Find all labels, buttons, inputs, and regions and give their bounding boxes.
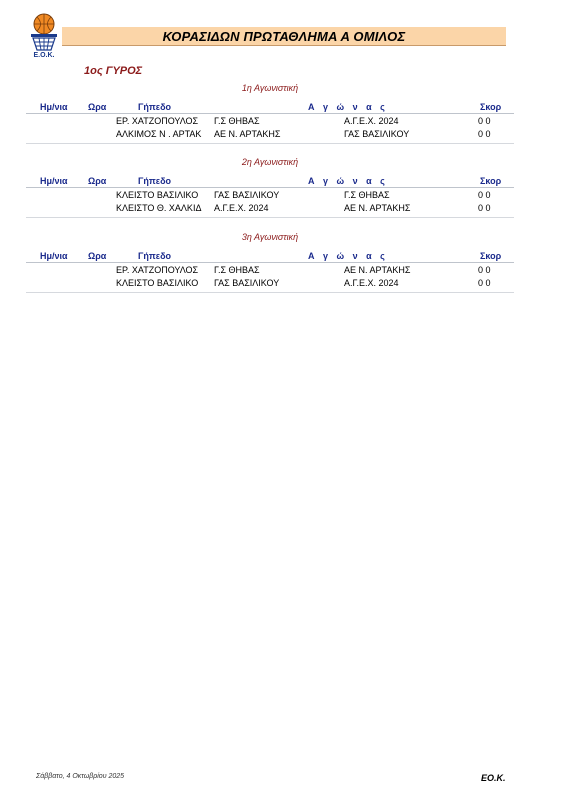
table-row [26,265,514,278]
home-team-cell: ΓΑΣ ΒΑΣΙΛΙΚΟΥ [214,278,280,288]
column-header-time: Ωρα [88,176,107,186]
column-header-score: Σκορ [480,102,502,112]
column-header-match: Α γ ώ ν α ς [308,251,388,261]
footer-date: Σάββατο, 4 Οκτωβρίου 2025 [36,773,125,780]
row-divider [26,292,514,293]
table-row [26,203,514,216]
gameday-title: 2η Αγωνιστική [241,157,299,167]
venue-cell: ΕΡ. ΧΑΤΖΟΠΟΥΛΟΣ [116,116,199,126]
score-cell: 0 0 [478,129,491,139]
gameday-title: 1η Αγωνιστική [241,83,299,93]
away-team-cell: Α.Γ.Ε.Χ. 2024 [344,278,399,288]
row-divider [26,143,514,144]
column-header-venue: Γήπεδο [138,251,172,261]
column-header-date: Ημ/νια [40,251,68,261]
row-divider [26,217,514,218]
venue-cell: ΕΡ. ΧΑΤΖΟΠΟΥΛΟΣ [116,265,199,275]
column-header-venue: Γήπεδο [138,176,172,186]
logo-label: Ε.Ο.Κ. [33,52,55,59]
table-header [26,176,514,188]
away-team-cell: ΑΕ Ν. ΑΡΤΑΚΗΣ [344,265,411,275]
home-team-cell: Α.Γ.Ε.Χ. 2024 [214,203,269,213]
footer-organization: ΕΟ.Κ. [481,773,506,783]
column-header-date: Ημ/νια [40,176,68,186]
eok-logo [26,12,62,62]
column-header-match: Α γ ώ ν α ς [308,176,388,186]
away-team-cell: ΓΑΣ ΒΑΣΙΛΙΚΟΥ [344,129,410,139]
table-row [26,116,514,129]
title-bar [62,27,506,46]
column-header-match: Α γ ώ ν α ς [308,102,388,112]
away-team-cell: Α.Γ.Ε.Χ. 2024 [344,116,399,126]
table-header [26,102,514,114]
venue-cell: ΑΛΚΙΜΟΣ Ν . ΑΡΤΑΚ [116,129,202,139]
table-row [26,190,514,203]
venue-cell: ΚΛΕΙΣΤΟ ΒΑΣΙΛΙΚΟ [116,278,199,288]
score-cell: 0 0 [478,116,491,126]
home-team-cell: Γ.Σ ΘΗΒΑΣ [214,116,260,126]
venue-cell: ΚΛΕΙΣΤΟ Θ. ΧΑΛΚΙΔ [116,203,202,213]
page-title: ΚΟΡΑΣΙΔΩΝ ΠΡΩΤΑΘΛΗΜΑ Α ΟΜΙΛΟΣ [162,29,406,44]
score-cell: 0 0 [478,203,491,213]
score-cell: 0 0 [478,278,491,288]
column-header-score: Σκορ [480,176,502,186]
gameday-title: 3η Αγωνιστική [241,232,299,242]
away-team-cell: Γ.Σ ΘΗΒΑΣ [344,190,390,200]
table-header [26,251,514,263]
table-row [26,278,514,291]
basketball-federation-logo-icon [26,12,62,54]
score-cell: 0 0 [478,265,491,275]
column-header-time: Ωρα [88,251,107,261]
score-cell: 0 0 [478,190,491,200]
home-team-cell: ΓΑΣ ΒΑΣΙΛΙΚΟΥ [214,190,280,200]
round-title: 1ος ΓΥΡΟΣ [84,65,143,77]
column-header-venue: Γήπεδο [138,102,172,112]
home-team-cell: Γ.Σ ΘΗΒΑΣ [214,265,260,275]
column-header-time: Ωρα [88,102,107,112]
venue-cell: ΚΛΕΙΣΤΟ ΒΑΣΙΛΙΚΟ [116,190,199,200]
away-team-cell: ΑΕ Ν. ΑΡΤΑΚΗΣ [344,203,411,213]
table-row [26,129,514,142]
column-header-score: Σκορ [480,251,502,261]
column-header-date: Ημ/νια [40,102,68,112]
home-team-cell: ΑΕ Ν. ΑΡΤΑΚΗΣ [214,129,281,139]
